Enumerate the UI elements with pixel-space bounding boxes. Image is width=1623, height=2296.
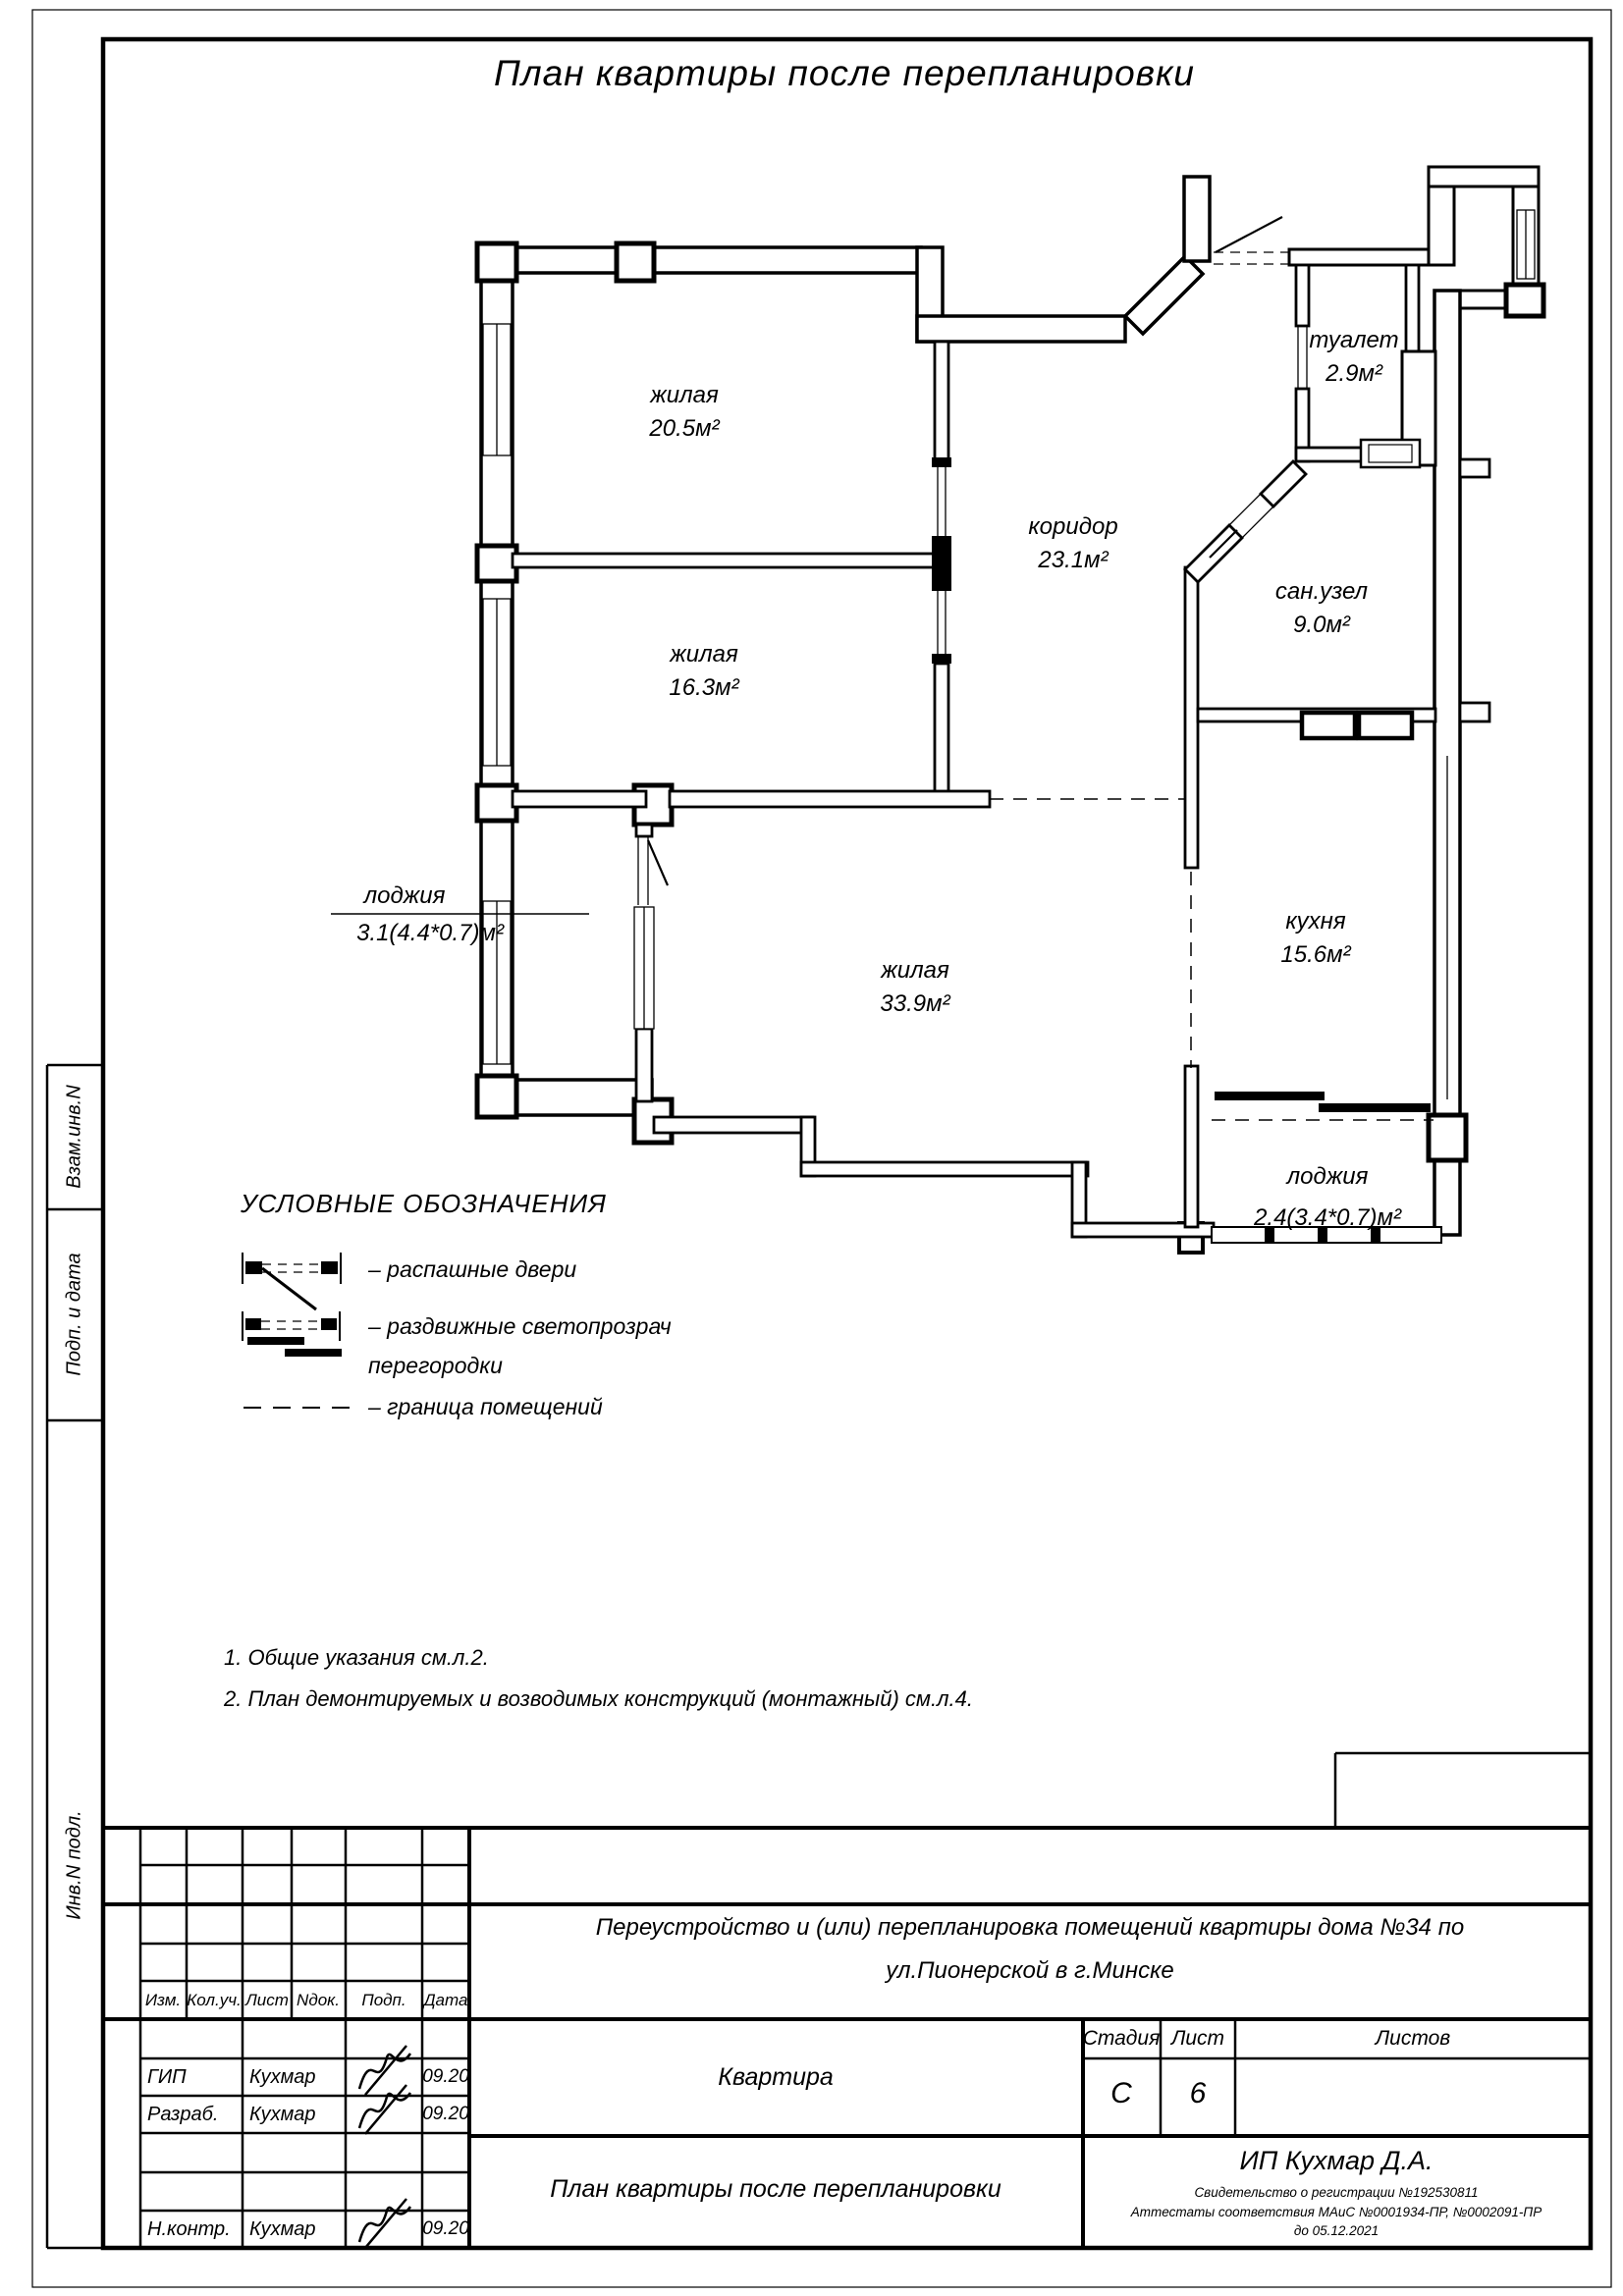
titleblock-sheet-title: План квартиры после перепланировки <box>550 2175 1001 2203</box>
room-label-sanuzel <box>1275 575 1368 642</box>
room-name: жилая <box>650 382 719 408</box>
room-area: 20.5м² <box>649 415 720 442</box>
room-name: лоджия <box>1286 1163 1369 1190</box>
boundary-dashed-lines <box>990 799 1434 1120</box>
titleblock-project-line2: ул.Пионерской в г.Минске <box>886 1957 1174 1984</box>
titleblock-row-gip-name: Кухмар <box>249 2066 316 2088</box>
room-label-toilet <box>1309 324 1398 391</box>
titleblock-cert-2: Аттестаты соответствия МАиС №0001934-ПР, №0002091-ПР <box>1130 2205 1542 2219</box>
room-label-loggia-3-1-name: лоджия <box>363 882 446 909</box>
note-1: 1. Общие указания см.л.2. <box>224 1645 489 1670</box>
signature-nkontr <box>359 2199 410 2248</box>
page-title: План квартиры после перепланировки <box>493 53 1196 93</box>
titleblock-row-nkontr-date: 09.20 <box>422 2218 469 2239</box>
titleblock-row-gip-date: 09.20 <box>422 2066 469 2087</box>
titleblock-company: ИП Кухмар Д.А. <box>1239 2146 1434 2175</box>
note-2: 2. План демонтируемых и возводимых конструкций (монтажный) см.л.4. <box>224 1686 973 1711</box>
legend-item-sliding-partitions-2: перегородки <box>368 1353 503 1378</box>
titleblock-row-nkontr-name: Кухмар <box>249 2218 316 2240</box>
legend-item-sliding-partitions-1: – раздвижные светопрозрач <box>368 1313 672 1339</box>
room-area: 2.4(3.4*0.7)м² <box>1254 1204 1401 1231</box>
titleblock-col-koluch: Кол.уч. <box>187 1991 242 2009</box>
titleblock-object: Квартира <box>718 2063 834 2091</box>
room-name: кухня <box>1285 908 1346 934</box>
room-label-loggia-3-1-area: 3.1(4.4*0.7)м² <box>356 920 504 946</box>
room-name: жилая <box>881 957 949 984</box>
titleblock-row-razrab-name: Кухмар <box>249 2104 316 2125</box>
titleblock-cert-3: до 05.12.2021 <box>1293 2223 1380 2238</box>
sink-fixture <box>1361 440 1420 467</box>
legend-item-room-boundary: – граница помещений <box>368 1394 603 1419</box>
room-area: 33.9м² <box>880 990 950 1017</box>
legend-item-swing-doors: – распашные двери <box>368 1256 577 1282</box>
titleblock-sheet-value: 6 <box>1189 2077 1207 2109</box>
signature-gip <box>359 2046 410 2095</box>
titleblock-col-izm: Изм. <box>144 1991 182 2009</box>
room-area: 2.9м² <box>1325 360 1382 387</box>
room-label-corridor <box>1028 510 1117 577</box>
titleblock-row-razrab-label: Разраб. <box>147 2104 219 2125</box>
titleblock-row-razrab-date: 09.20 <box>422 2104 469 2124</box>
titleblock-col-list: Лист <box>245 1991 289 2009</box>
titleblock-col-data: Дата <box>423 1991 468 2009</box>
titleblock-cert-1: Свидетельство о регистрации №192530811 <box>1194 2185 1479 2200</box>
sidebar-label-vzam-inv: Взам.инв.N <box>63 1085 85 1189</box>
room-area: 16.3м² <box>669 674 739 701</box>
room-label-zhilaya-16-3 <box>669 638 738 705</box>
room-label-loggia-2-4 <box>1254 1160 1401 1235</box>
titleblock-col-podp: Подп. <box>361 1991 406 2009</box>
room-area: 9.0м² <box>1293 612 1350 638</box>
titleblock-row-nkontr-label: Н.контр. <box>147 2218 231 2240</box>
titleblock-project-line1: Переустройство и (или) перепланировка помещений квартиры дома №34 по <box>595 1914 1465 1941</box>
legend-symbol-swing-door <box>243 1253 341 1309</box>
sidebar-label-podp-data: Подп. и дата <box>63 1253 85 1376</box>
signatures <box>359 2046 410 2248</box>
door-jambs <box>932 457 951 664</box>
room-label-zhilaya-33-9 <box>880 954 949 1021</box>
titleblock-stage-label: Стадия <box>1082 2027 1161 2050</box>
titleblock-row-gip-label: ГИП <box>147 2066 187 2088</box>
titleblock-stage-value: С <box>1110 2077 1132 2109</box>
titleblock-col-ndok: Nдок. <box>297 1991 340 2009</box>
room-area: 15.6м² <box>1280 941 1351 968</box>
titleblock-sheets-label: Листов <box>1375 2027 1451 2050</box>
room-area: 23.1м² <box>1038 547 1109 573</box>
notes <box>224 1637 973 1720</box>
room-label-kitchen <box>1280 905 1350 972</box>
room-name: туалет <box>1309 327 1399 353</box>
titleblock-sheet-label: Лист <box>1170 2027 1225 2050</box>
room-name: жилая <box>670 641 738 667</box>
sidebar-label-inv-podl: Инв.N подл. <box>63 1810 85 1920</box>
room-name: сан.узел <box>1274 578 1369 605</box>
legend-heading: УСЛОВНЫЕ ОБОЗНАЧЕНИЯ <box>241 1189 607 1218</box>
room-label-zhilaya-20-5 <box>649 379 719 446</box>
legend-symbol-sliding-partition <box>243 1311 342 1357</box>
room-name: коридор <box>1028 513 1118 540</box>
